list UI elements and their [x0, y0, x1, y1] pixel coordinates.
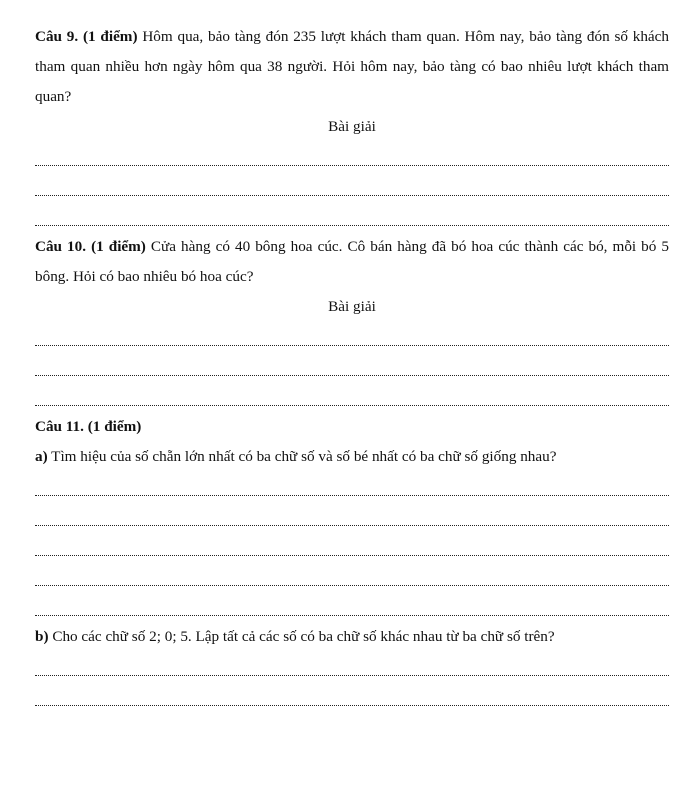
question-11b — [35, 622, 669, 652]
answer-line[interactable] — [35, 562, 669, 592]
question-9-solution-label: Bài giải — [328, 118, 376, 135]
worksheet-page — [35, 22, 669, 712]
question-10-label: Câu 10. (1 điểm) — [35, 238, 146, 255]
answer-line[interactable] — [35, 592, 669, 622]
question-11-label: Câu 11. (1 điểm) — [35, 418, 142, 435]
answer-line[interactable] — [35, 322, 669, 352]
question-9-text: Hôm qua, bảo tàng đón 235 lượt khách tham quan. Hôm nay, bảo tàng đón số khách tham quan nhiều hơn ngày hôm qua 38 người. Hỏi hôm nay, bảo tàng có bao nhiêu lượt khách tham quan? — [35, 28, 669, 105]
question-11b-text: Cho các chữ số 2; 0; 5. Lập tất cả các số có ba chữ số khác nhau từ ba chữ số trên? — [48, 628, 555, 645]
answer-line[interactable] — [35, 682, 669, 712]
question-10-text: Cửa hàng có 40 bông hoa cúc. Cô bán hàng đã bó hoa cúc thành các bó, mỗi bó 5 bông. Hỏi có bao nhiêu bó hoa cúc? — [35, 238, 669, 285]
question-11a-label: a) — [35, 448, 48, 465]
answer-line[interactable] — [35, 172, 669, 202]
answer-line[interactable] — [35, 352, 669, 382]
answer-line[interactable] — [35, 142, 669, 172]
answer-line[interactable] — [35, 532, 669, 562]
answer-line[interactable] — [35, 502, 669, 532]
answer-line[interactable] — [35, 202, 669, 232]
question-9-label: Câu 9. (1 điểm) — [35, 28, 138, 45]
question-11b-label: b) — [35, 628, 49, 645]
question-9 — [35, 22, 669, 112]
answer-line[interactable] — [35, 472, 669, 502]
question-10 — [35, 232, 669, 292]
answer-line[interactable] — [35, 652, 669, 682]
question-11a-text: Tìm hiệu của số chẵn lớn nhất có ba chữ số và số bé nhất có ba chữ số giống nhau? — [47, 448, 557, 465]
question-10-solution-label: Bài giải — [328, 298, 376, 315]
answer-line[interactable] — [35, 382, 669, 412]
question-11a — [35, 442, 669, 472]
